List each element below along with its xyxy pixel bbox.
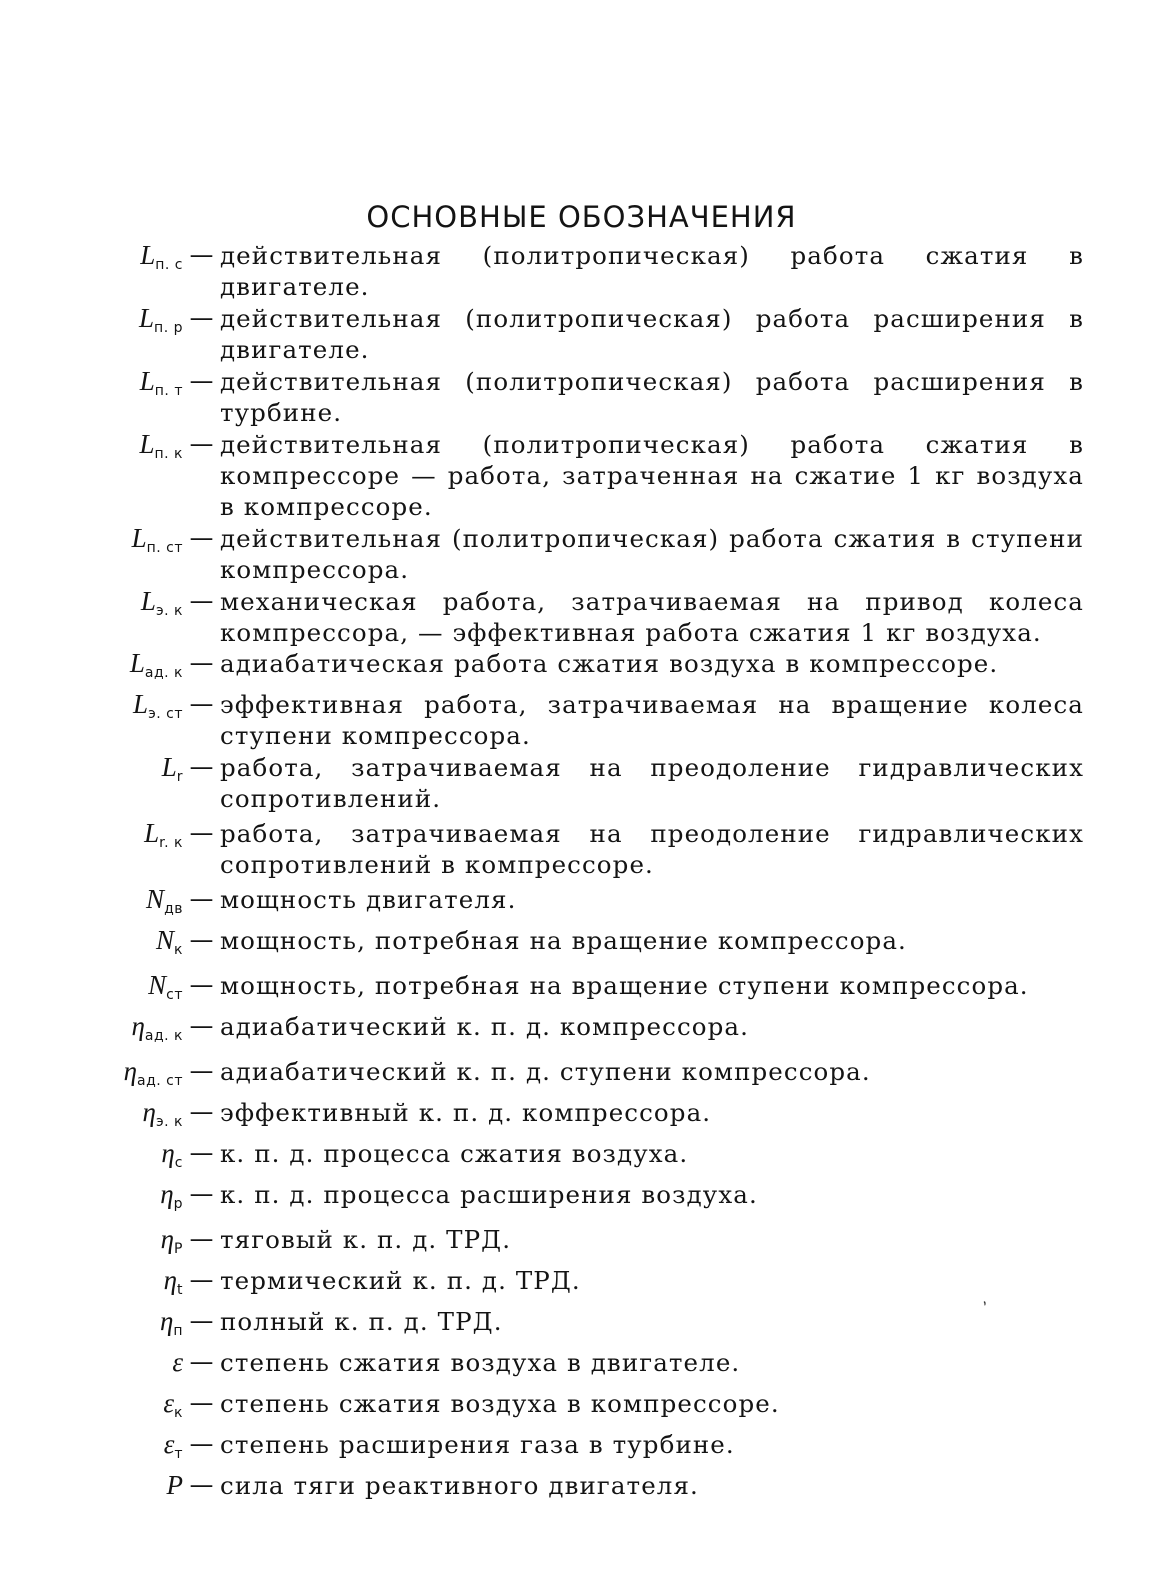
definition-symbol: P bbox=[166, 1470, 183, 1500]
definition-item bbox=[0, 884, 1100, 925]
definition-symbol: $\eta_с$ bbox=[161, 1138, 183, 1171]
definition-item bbox=[0, 1388, 1100, 1429]
definition-text: работа, затрачиваемая на преодоление гидравлических сопротивлений. bbox=[220, 753, 1084, 813]
definition-symbol: $\eta_t$ bbox=[163, 1265, 183, 1298]
definition-dash: — bbox=[189, 304, 214, 332]
definition-text: степень расширения газа в турбине. bbox=[220, 1430, 735, 1459]
definition-text: сила тяги реактивного двигателя. bbox=[220, 1471, 699, 1500]
definition-text: тяговый к. п. д. ТРД. bbox=[220, 1225, 512, 1254]
definitions-list bbox=[0, 240, 1163, 1511]
definition-item bbox=[0, 523, 1100, 585]
definition-text: полный к. п. д. ТРД. bbox=[220, 1307, 503, 1336]
definition-dash: — bbox=[189, 1225, 214, 1253]
definition-symbol: $\eta_{ад. к}$ bbox=[131, 1011, 183, 1044]
definition-text: мощность двигателя. bbox=[220, 885, 517, 914]
definition-dash: — bbox=[189, 1012, 214, 1040]
definition-item bbox=[0, 1224, 1100, 1265]
stray-ink-mark: ʼ bbox=[979, 1297, 994, 1318]
definition-symbol: $L_{э. ст}$ bbox=[133, 689, 183, 722]
page-title: ОСНОВНЫЕ ОБОЗНАЧЕНИЯ bbox=[366, 200, 797, 235]
definition-symbol: $L_{п. ст}$ bbox=[131, 523, 183, 556]
definition-dash: — bbox=[189, 1098, 214, 1126]
definition-symbol: $N_{дв}$ bbox=[146, 884, 183, 917]
definition-item bbox=[0, 429, 1100, 522]
definition-dash: — bbox=[189, 1307, 214, 1335]
definition-symbol: $\eta_{ад. ст}$ bbox=[123, 1056, 183, 1089]
definition-item bbox=[0, 1179, 1100, 1220]
definition-text: адиабатический к. п. д. компрессора. bbox=[220, 1012, 750, 1041]
definition-text: к. п. д. процесса сжатия воздуха. bbox=[220, 1139, 689, 1168]
definition-symbol: $N_к$ bbox=[156, 925, 183, 958]
definition-dash: — bbox=[189, 1139, 214, 1167]
definition-symbol: $L_{r. к}$ bbox=[144, 818, 183, 851]
definition-dash: — bbox=[189, 649, 214, 677]
definition-dash: — bbox=[189, 753, 214, 781]
definition-symbol: $\eta_п$ bbox=[159, 1306, 183, 1339]
definition-symbol: $N_{ст}$ bbox=[148, 970, 183, 1003]
definition-text: степень сжатия воздуха в двигателе. bbox=[220, 1348, 741, 1377]
definition-symbol: $L_{ад. к}$ bbox=[129, 648, 183, 681]
definition-symbol: $\eta_P$ bbox=[160, 1224, 183, 1257]
definition-dash: — bbox=[189, 819, 214, 847]
definition-text: мощность, потребная на вращение компрессора. bbox=[220, 926, 907, 955]
definition-item bbox=[0, 648, 1100, 689]
definition-dash: — bbox=[189, 1471, 214, 1499]
definition-text: действительная (политропическая) работа сжатия в компрессоре — работа, затраченная на сжатие 1 кг воздуха в компрессоре. bbox=[220, 430, 1084, 521]
definition-item bbox=[0, 1429, 1100, 1470]
definition-item bbox=[0, 689, 1100, 751]
definition-dash: — bbox=[189, 1180, 214, 1208]
definition-dash: — bbox=[189, 885, 214, 913]
definition-text: адиабатическая работа сжатия воздуха в компрессоре. bbox=[220, 649, 999, 678]
definition-dash: — bbox=[189, 1430, 214, 1458]
definition-text: степень сжатия воздуха в компрессоре. bbox=[220, 1389, 780, 1418]
definition-dash: — bbox=[189, 1057, 214, 1085]
definition-item bbox=[0, 925, 1100, 966]
definition-symbol: $L_{э. к}$ bbox=[140, 586, 183, 619]
definition-item bbox=[0, 1470, 1100, 1511]
definition-item bbox=[0, 240, 1100, 302]
definition-item bbox=[0, 1306, 1100, 1347]
definition-symbol: ε bbox=[172, 1347, 183, 1377]
definition-item bbox=[0, 818, 1100, 880]
definition-text: механическая работа, затрачиваемая на привод колеса компрессора, — эффективная работа сжатия 1 кг воздуха. bbox=[220, 587, 1084, 647]
definition-text: адиабатический к. п. д. ступени компрессора. bbox=[220, 1057, 871, 1086]
definition-dash: — bbox=[189, 587, 214, 615]
definition-text: действительная (политропическая) работа расширения в турбине. bbox=[220, 367, 1084, 427]
definition-symbol: $\eta_{э. к}$ bbox=[142, 1097, 183, 1130]
definition-dash: — bbox=[189, 1389, 214, 1417]
definition-text: мощность, потребная на вращение ступени компрессора. bbox=[220, 971, 1029, 1000]
definition-item bbox=[0, 1138, 1100, 1179]
definition-symbol: $L_r$ bbox=[161, 752, 183, 785]
definition-dash: — bbox=[189, 241, 214, 269]
definition-item bbox=[0, 1347, 1100, 1388]
definition-item bbox=[0, 1097, 1100, 1138]
definition-text: работа, затрачиваемая на преодоление гидравлических сопротивлений в компрессоре. bbox=[220, 819, 1084, 879]
definition-text: действительная (политропическая) работа сжатия в двигателе. bbox=[220, 241, 1084, 301]
definition-item bbox=[0, 586, 1100, 648]
definition-symbol: $L_{п. к}$ bbox=[139, 429, 183, 462]
definition-dash: — bbox=[189, 367, 214, 395]
definition-item bbox=[0, 970, 1100, 1011]
definition-symbol: $\varepsilon_к$ bbox=[163, 1388, 183, 1421]
definition-dash: — bbox=[189, 524, 214, 552]
definition-dash: — bbox=[189, 971, 214, 999]
definition-item bbox=[0, 752, 1100, 814]
definition-dash: — bbox=[189, 926, 214, 954]
definition-item bbox=[0, 303, 1100, 365]
definition-dash: — bbox=[189, 1266, 214, 1294]
definition-symbol: $L_{п. р}$ bbox=[139, 303, 183, 336]
definition-text: эффективная работа, затрачиваемая на вращение колеса ступени компрессора. bbox=[220, 690, 1084, 750]
definition-symbol: $L_{п. т}$ bbox=[139, 366, 183, 399]
definition-symbol: $L_{п. с}$ bbox=[140, 240, 183, 273]
definition-symbol: $\eta_р$ bbox=[160, 1179, 183, 1212]
definition-item bbox=[0, 1265, 1100, 1306]
definition-symbol: $\varepsilon_т$ bbox=[163, 1429, 183, 1462]
definition-text: действительная (политропическая) работа сжатия в ступени компрессора. bbox=[220, 524, 1084, 584]
definition-text: эффективный к. п. д. компрессора. bbox=[220, 1098, 712, 1127]
definition-item bbox=[0, 366, 1100, 428]
definition-dash: — bbox=[189, 1348, 214, 1376]
definition-text: действительная (политропическая) работа расширения в двигателе. bbox=[220, 304, 1084, 364]
definition-item bbox=[0, 1056, 1100, 1097]
definition-dash: — bbox=[189, 690, 214, 718]
definition-item bbox=[0, 1011, 1100, 1052]
definition-dash: — bbox=[189, 430, 214, 458]
definition-text: к. п. д. процесса расширения воздуха. bbox=[220, 1180, 758, 1209]
definition-text: термический к. п. д. ТРД. bbox=[220, 1266, 581, 1295]
